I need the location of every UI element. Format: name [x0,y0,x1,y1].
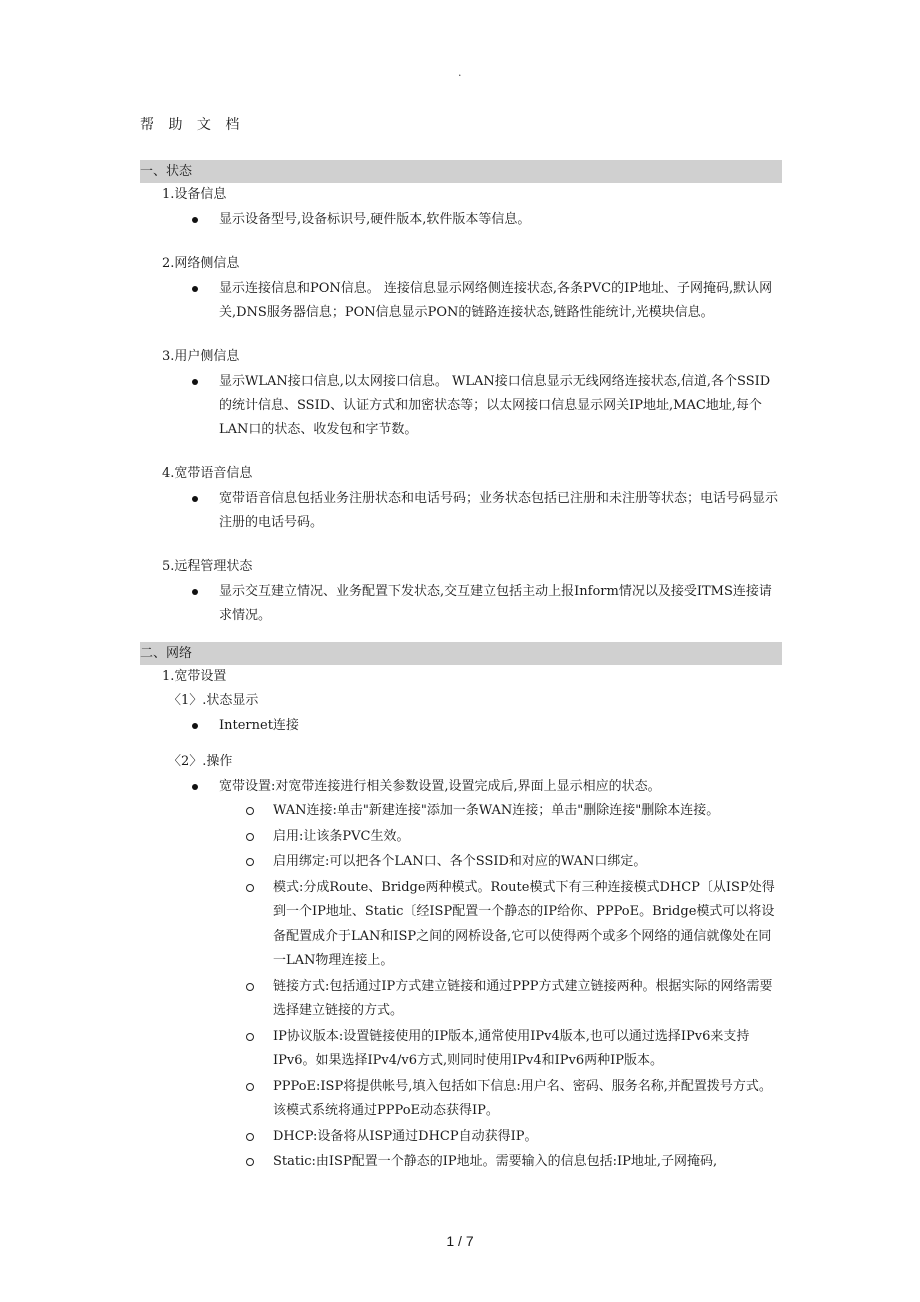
document-body [140,160,782,1175]
bullet-item: 宽带语音信息包括业务注册状态和电话号码；业务状态包括已注册和未注册等状态；电话号码显示注册的电话号码。 [219,487,782,535]
header-mark: . [458,66,462,79]
page-number: 1 / 7 [446,1233,474,1249]
subsection-title: 5.远程管理状态 [162,559,253,574]
bullet-item: Internet连接 [219,714,782,738]
sub-item-dhcp: DHCP:设备将从ISP通过DHCP自动获得IP。 [273,1125,782,1150]
subsection-device-info [140,183,782,232]
document-title: 帮 助 文 档 [140,117,245,133]
sub-item-binding: 启用绑定:可以把各个LAN口、各个SSID和对应的WAN口绑定。 [273,850,782,875]
status-display-title: 〈1〉.状态显示 [168,693,259,708]
bullet-item: 显示设备型号,设备标识号,硬件版本,软件版本等信息。 [219,208,782,232]
subsection-title: 1.宽带设置 [162,669,227,684]
section-heading-status: 一、状态 [140,160,782,183]
subsection-user-side-info [140,345,782,442]
sub-item-link-method: 链接方式:包括通过IP方式建立链接和通过PPP方式建立链接两种。根据实际的网络需要选择建立链接的方式。 [273,975,782,1024]
subsection-title: 4.宽带语音信息 [162,466,253,481]
bullet-item: 显示连接信息和PON信息。 连接信息显示网络侧连接状态,各条PVC的IP地址、子网掩码,默认网关,DNS服务器信息；PON信息显示PON的链路连接状态,链路性能统计,光模块信息。 [219,277,782,325]
subsection-title: 2.网络侧信息 [162,256,240,271]
subsection-voice-info [140,462,782,535]
subsection-network-side-info [140,252,782,325]
subsection-remote-mgmt [140,555,782,628]
sub-item-mode: 模式:分成Route、Bridge两种模式。Route模式下有三种连接模式DHCP〔从ISP处得到一个IP地址、Static〔经ISP配置一个静态的IP给你、PPPoE。Bridge模式可以将设备配置成介于LAN和ISP之间的网桥设备,它可以使得两个或多个网络的通信就像处在同一LAN物理连接上。 [273,876,782,974]
subsection-title: 1.设备信息 [162,187,227,202]
sub-item-ip-version: IP协议版本:设置链接使用的IP版本,通常使用IPv4版本,也可以通过选择IPv6来支持IPv6。如果选择IPv4/v6方式,则同时使用IPv4和IPv6两种IP版本。 [273,1025,782,1074]
sub-item-pppoe: PPPoE:ISP将提供帐号,填入包括如下信息:用户名、密码、服务名称,并配置拨号方式。该模式系统将通过PPPoE动态获得IP。 [273,1075,782,1124]
bullet-item: 显示交互建立情况、业务配置下发状态,交互建立包括主动上报Inform情况以及接受ITMS连接请求情况。 [219,580,782,628]
sub-item-wan: WAN连接:单击"新建连接"添加一条WAN连接；单击"删除连接"删除本连接。 [273,799,782,824]
subsection-title: 3.用户侧信息 [162,349,240,364]
bullet-item: 宽带设置:对宽带连接进行相关参数设置,设置完成后,界面上显示相应的状态。 [219,775,782,799]
sub-item-enable: 启用:让该条PVC生效。 [273,825,782,850]
bullet-item: 显示WLAN接口信息,以太网接口信息。 WLAN接口信息显示无线网络连接状态,信道,各个SSID的统计信息、SSID、认证方式和加密状态等；以太网接口信息显示网关IP地址,MAC地址,每个LAN口的状态、收发包和字节数。 [219,370,782,442]
section-heading-network: 二、网络 [140,642,782,665]
sub-item-static: Static:由ISP配置一个静态的IP地址。需要输入的信息包括:IP地址,子网掩码, [273,1150,782,1175]
operation-title: 〈2〉.操作 [168,754,233,769]
